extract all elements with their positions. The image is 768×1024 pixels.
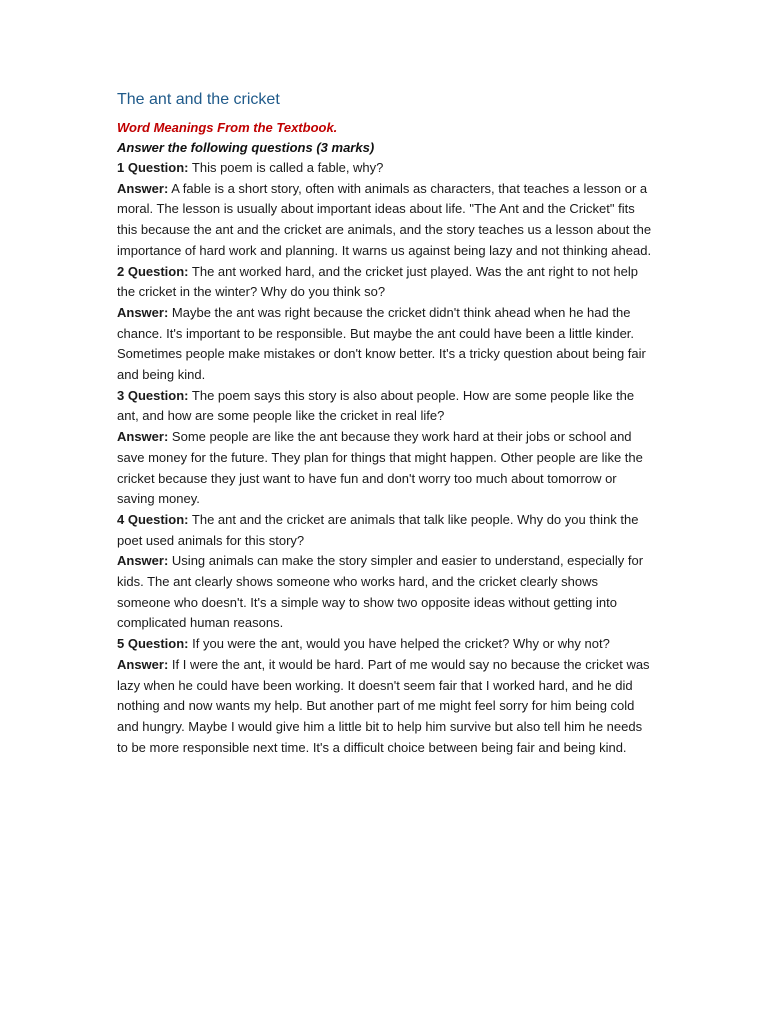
question-label: 5 Question: (117, 636, 189, 652)
section-subheading: Word Meanings From the Textbook. (117, 120, 338, 135)
answer-text: Maybe the ant was right because the cricket didn't think ahead when he had the chance. It's important to be responsible. But maybe the ant could have been a little kinder. Sometimes people make mistakes or don't know better. It's a tricky question about being fair and being kind. (117, 304, 646, 383)
question-label: 1 Question: (117, 160, 189, 175)
answer-text: Some people are like the ant because they work hard at their jobs or school and save money for the future. They plan for things that might happen. Other people are like the cricket because they just want to have fun and don't worry too much about tomorrow or saving money. (117, 429, 643, 507)
qa-list (117, 158, 653, 758)
question-text: The ant and the cricket are animals that talk like people. Why do you think the poet used animals for this story? (117, 511, 639, 548)
qa-item-2 (117, 262, 653, 386)
answer-1 (117, 179, 653, 262)
answer-label: Answer: (117, 656, 169, 672)
answer-label: Answer: (117, 429, 169, 445)
question-1 (117, 158, 653, 179)
question-3 (117, 386, 653, 427)
answer-label: Answer: (117, 180, 169, 196)
question-label: 4 Question: (117, 511, 189, 527)
question-5 (117, 634, 653, 655)
qa-item-5 (117, 634, 653, 758)
qa-item-4 (117, 510, 653, 634)
qa-item-3 (117, 386, 653, 510)
answer-text: Using animals can make the story simpler and easier to understand, especially for kids. The ant clearly shows someone who works hard, and the cricket clearly shows someone who doesn't. It's a simple way to show two opposite ideas without getting into complicated human reasons. (117, 553, 644, 631)
question-2 (117, 262, 653, 303)
document-page (117, 88, 653, 758)
document-title: The ant and the cricket (117, 91, 280, 108)
instruction-text: Answer the following questions (3 marks) (117, 140, 375, 155)
answer-2 (117, 303, 653, 386)
question-text: This poem is called a fable, why? (191, 160, 384, 175)
answer-text: A fable is a short story, often with animals as characters, that teaches a lesson or a moral. The lesson is usually about important ideas about life. "The Ant and the Cricket" fits this because the ant and the cricket are animals, and the story teaches us a lesson about the importance of hard work and planning. It warns us against being lazy and not thinking ahead. (117, 180, 652, 258)
question-text: The ant worked hard, and the cricket just played. Was the ant right to not help the cricket in the winter? Why do you think so? (117, 263, 639, 300)
question-4 (117, 510, 653, 551)
answer-3 (117, 427, 653, 510)
question-label: 2 Question: (117, 263, 189, 279)
answer-4 (117, 551, 653, 634)
answer-5 (117, 655, 653, 759)
answer-label: Answer: (117, 304, 169, 320)
answer-label: Answer: (117, 553, 169, 569)
answer-text: If I were the ant, it would be hard. Part of me would say no because the cricket was lazy when he could have been working. It doesn't seem fair that I worked hard, and he did nothing and now wants my help. But another part of me might feel sorry for him being cold and hungry. Maybe I would give him a little bit to help him survive but also tell him he needs to be more responsible next time. It's a difficult choice between being fair and being kind. (117, 656, 650, 755)
question-text: If you were the ant, would you have helped the cricket? Why or why not? (192, 636, 610, 652)
qa-item-1 (117, 158, 653, 262)
question-text: The poem says this story is also about people. How are some people like the ant, and how are some people like the cricket in real life? (117, 387, 635, 424)
question-label: 3 Question: (117, 387, 189, 403)
